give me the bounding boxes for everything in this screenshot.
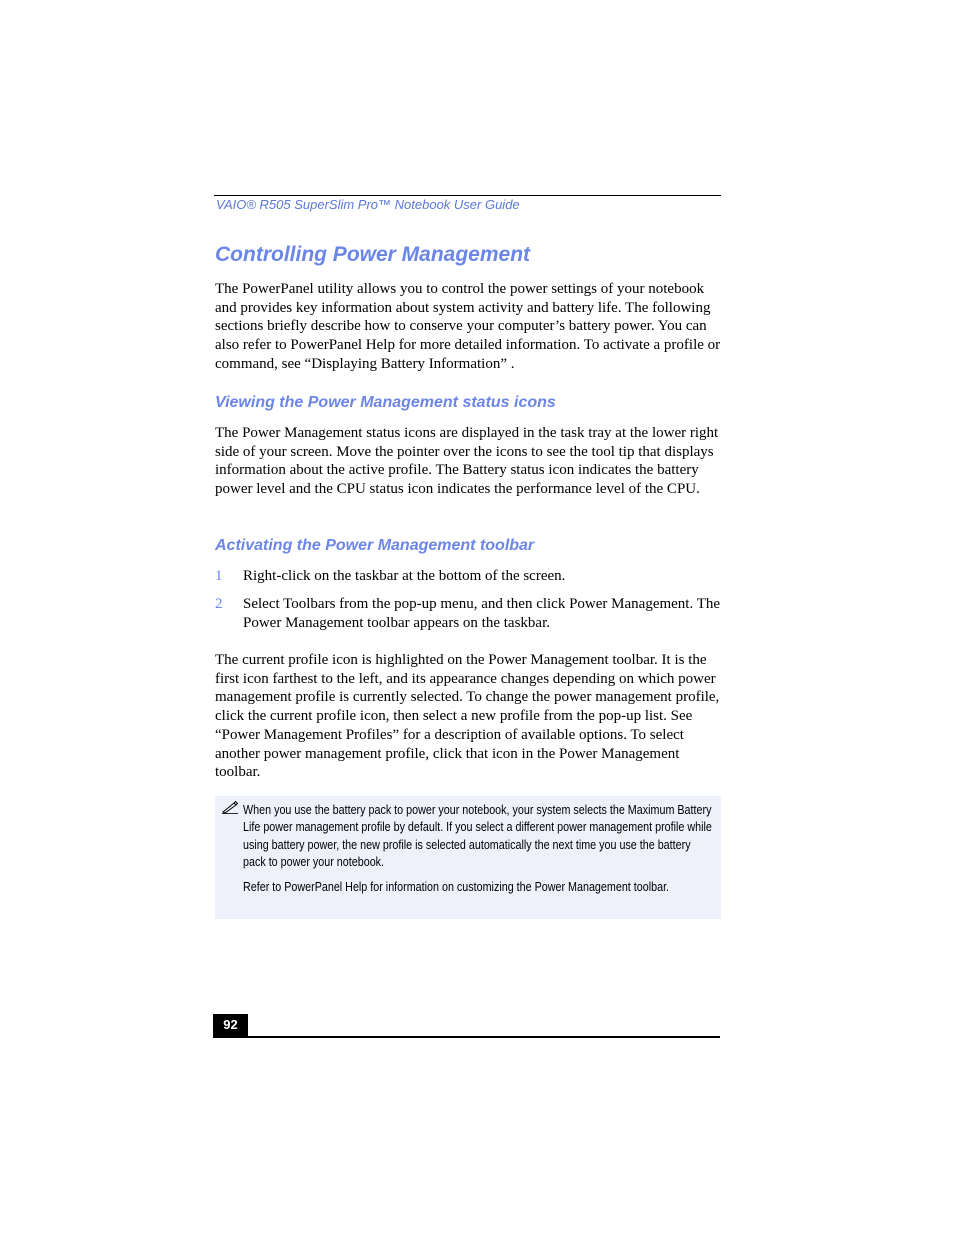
- step-text: Select Toolbars from the pop-up menu, and then click Power Management. The Power Management toolbar appears on the taskbar.: [243, 596, 721, 631]
- activating-paragraph: The current profile icon is highlighted on the Power Management toolbar. It is the first icon farthest to the left, and its appearance changes depending on which power management profile is currently selected. To change the power management profile, click the current profile icon, then select a new profile from the pop-up list. See “Power Management Profiles” for a description of available options. To select another power management profile, click that icon in the Power Management toolbar.: [215, 652, 720, 781]
- running-header: VAIO® R505 SuperSlim Pro™ Notebook User Guide: [216, 197, 520, 212]
- page-number: 92: [213, 1014, 248, 1036]
- step-number: 2: [215, 596, 223, 612]
- note-box: [215, 796, 721, 919]
- note-paragraph: Refer to PowerPanel Help for information on customizing the Power Management toolbar.: [243, 880, 670, 894]
- viewing-heading: Viewing the Power Management status icons: [215, 394, 556, 411]
- step-number: 1: [215, 568, 223, 584]
- footer-rule: [213, 1036, 720, 1038]
- page-title: Controlling Power Management: [215, 243, 531, 266]
- note-paragraph: When you use the battery pack to power your notebook, your system selects the Maximum Battery Life power management profile by default. If you select a different power management profile while using battery power, the new profile is selected automatically the next time you use the battery pack to power your notebook.: [243, 803, 712, 869]
- intro-paragraph: The PowerPanel utility allows you to control the power settings of your notebook and provides key information about system activity and battery life. The following sections briefly describe how to conserve your computer’s battery power. You can also refer to PowerPanel Help for more detailed information. To activate a profile or command, see “Displaying Battery Information” .: [215, 281, 721, 372]
- header-rule: [214, 195, 721, 196]
- step-text: Right-click on the taskbar at the bottom of the screen.: [243, 568, 566, 584]
- viewing-paragraph: The Power Management status icons are displayed in the task tray at the lower right side of your screen. Move the pointer over the icons to see the tool tip that displays information about the active profile. The Battery status icon indicates the battery power level and the CPU status icon indicates the performance level of the CPU.: [215, 425, 719, 498]
- note-pencil-icon: [221, 800, 239, 814]
- activating-heading: Activating the Power Management toolbar: [215, 537, 535, 554]
